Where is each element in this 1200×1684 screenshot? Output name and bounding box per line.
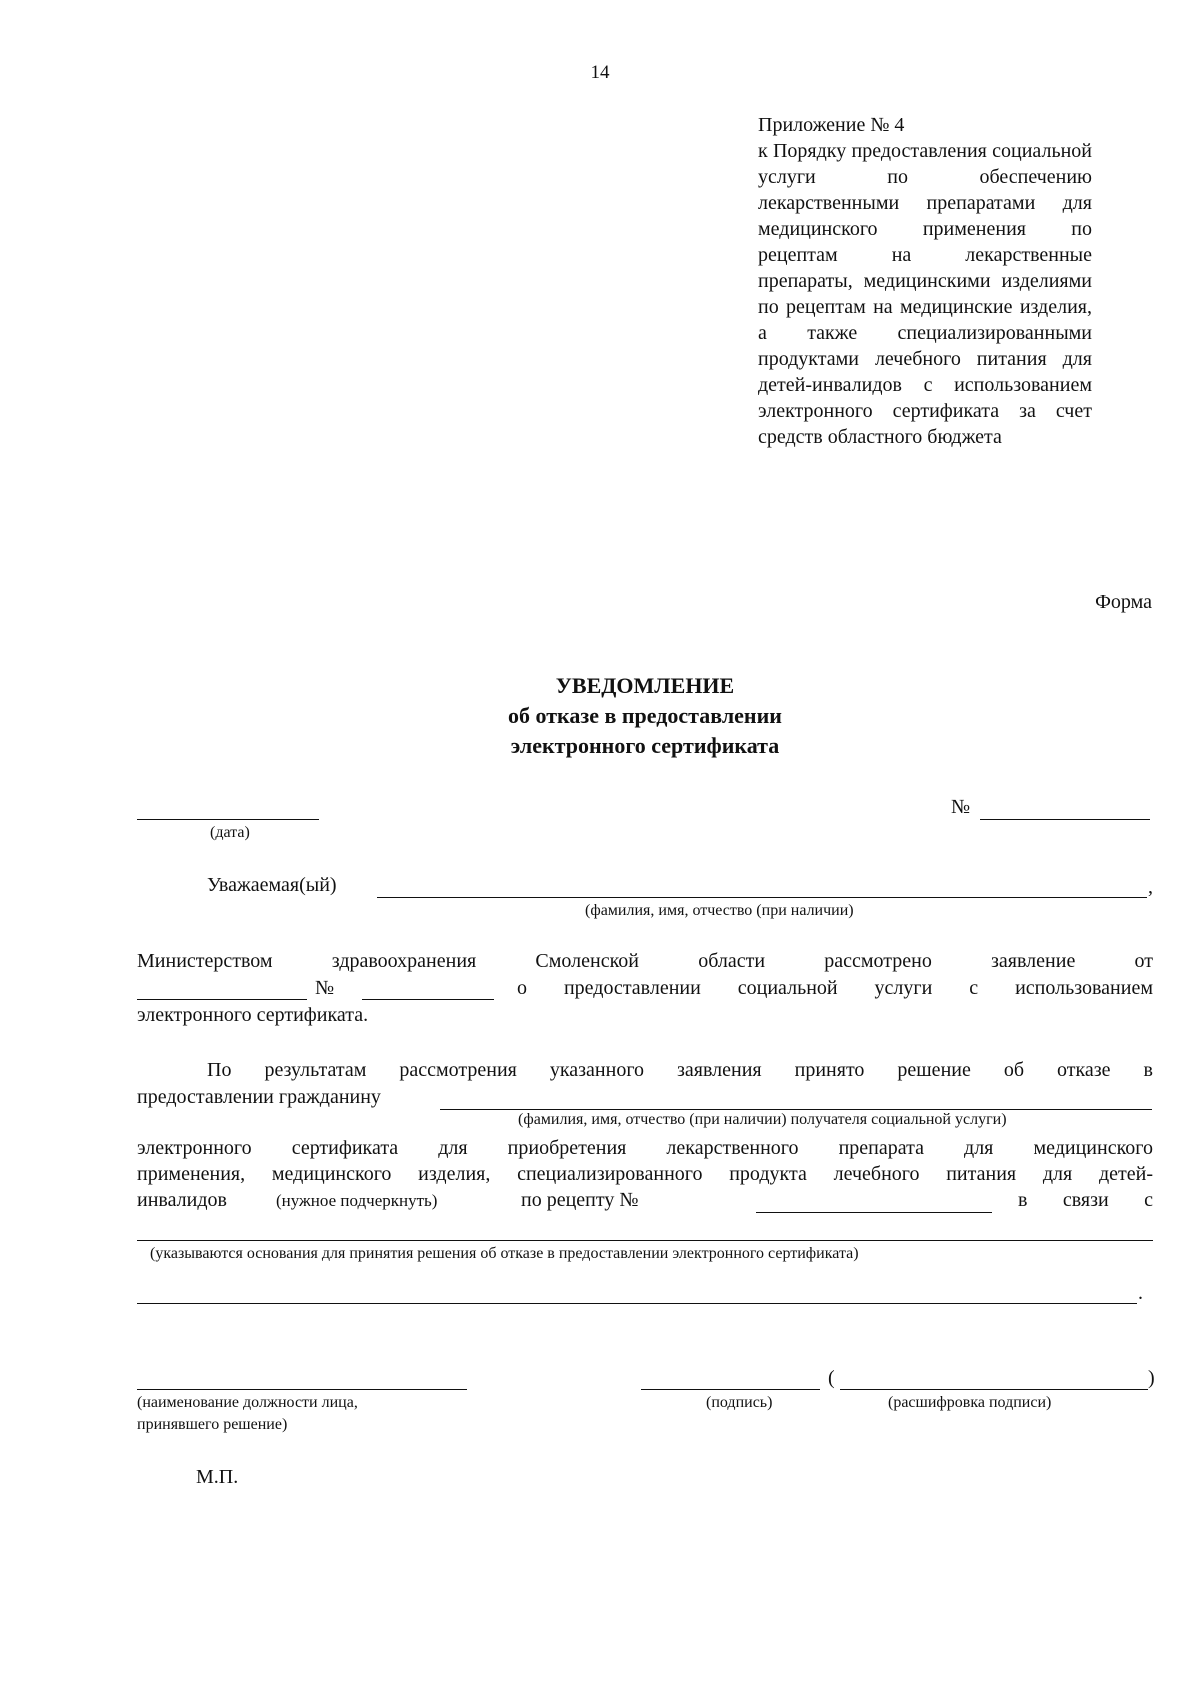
page-number: 14 bbox=[590, 62, 610, 83]
signature-decode-field[interactable] bbox=[840, 1389, 1148, 1390]
position-caption-1: (наименование должности лица, bbox=[137, 1394, 358, 1411]
appendix-block bbox=[758, 112, 1092, 450]
paragraph1-line2: о предоставлении социальной услуги с использованием bbox=[517, 977, 1153, 999]
citizen-name-field[interactable] bbox=[440, 1109, 1152, 1110]
paragraph2-line3: электронного сертификата для приобретения лекарственного препарата для медицинского bbox=[137, 1137, 1153, 1159]
signature-field[interactable] bbox=[641, 1389, 820, 1390]
paragraph2-line5-b: (нужное подчеркнуть) bbox=[276, 1191, 438, 1210]
paragraph2-line5-a: инвалидов bbox=[137, 1189, 227, 1211]
application-date-field[interactable] bbox=[137, 999, 307, 1000]
refusal-reason-dot: . bbox=[1138, 1282, 1143, 1304]
paragraph2-line5-c: по рецепту № bbox=[521, 1189, 639, 1211]
title-line-3: электронного сертификата bbox=[510, 733, 780, 758]
decode-paren-close: ) bbox=[1148, 1367, 1155, 1389]
paragraph1-line3: электронного сертификата. bbox=[137, 1004, 369, 1026]
refusal-reason-field-1[interactable] bbox=[137, 1240, 1153, 1241]
signature-caption: (подпись) bbox=[706, 1394, 773, 1411]
position-field[interactable] bbox=[137, 1389, 467, 1390]
document-title bbox=[0, 671, 1200, 761]
paragraph1-line1: Министерством здравоохранения Смоленской области рассмотрено заявление от bbox=[137, 950, 1153, 972]
decode-paren-open: ( bbox=[828, 1367, 835, 1389]
recipient-name-field[interactable] bbox=[377, 897, 1147, 898]
paragraph1-number-sign: № bbox=[315, 977, 335, 999]
citizen-name-caption: (фамилия, имя, отчество (при наличии) получателя социальной услуги) bbox=[518, 1111, 1007, 1128]
appendix-title: Приложение № 4 bbox=[758, 114, 905, 136]
title-line-2: об отказе в предоставлении bbox=[508, 703, 782, 728]
prescription-number-field[interactable] bbox=[756, 1212, 992, 1213]
number-field[interactable] bbox=[980, 819, 1150, 820]
decode-caption: (расшифровка подписи) bbox=[888, 1394, 1052, 1411]
stamp-label: М.П. bbox=[196, 1466, 239, 1488]
refusal-reason-caption: (указываются основания для принятия решения об отказе в предоставлении электронного сертификата) bbox=[150, 1245, 859, 1262]
paragraph2-line5-d: в связи с bbox=[1018, 1189, 1153, 1211]
date-field[interactable] bbox=[137, 819, 319, 820]
position-caption-2: принявшего решение) bbox=[137, 1416, 288, 1433]
appendix-text: к Порядку предоставления социальной услуги по обеспечению лекарственными препаратами для медицинского применения по рецептам на лекарственные препараты, медицинскими изделиями по рецептам на медицинские изделия, а также специализированными продуктами лечебного питания для детей-инвалидов с использованием электронного сертификата за счет средств областного бюджета bbox=[758, 140, 1092, 448]
date-caption: (дата) bbox=[210, 824, 250, 841]
salutation-label: Уважаемая(ый) bbox=[207, 874, 337, 896]
application-number-field[interactable] bbox=[362, 999, 494, 1000]
paragraph2-line1: По результатам рассмотрения указанного заявления принято решение об отказе в bbox=[207, 1059, 1153, 1081]
paragraph2-line4: применения, медицинского изделия, специализированного продукта лечебного питания для детей- bbox=[137, 1163, 1153, 1185]
salutation-comma: , bbox=[1148, 876, 1153, 898]
number-label: № bbox=[951, 796, 971, 818]
recipient-name-caption: (фамилия, имя, отчество (при наличии) bbox=[585, 902, 854, 919]
title-line-1: УВЕДОМЛЕНИЕ bbox=[555, 673, 735, 698]
form-label: Форма bbox=[1095, 591, 1152, 613]
paragraph2-line2: предоставлении гражданину bbox=[137, 1086, 381, 1108]
refusal-reason-field-2[interactable] bbox=[137, 1303, 1137, 1304]
